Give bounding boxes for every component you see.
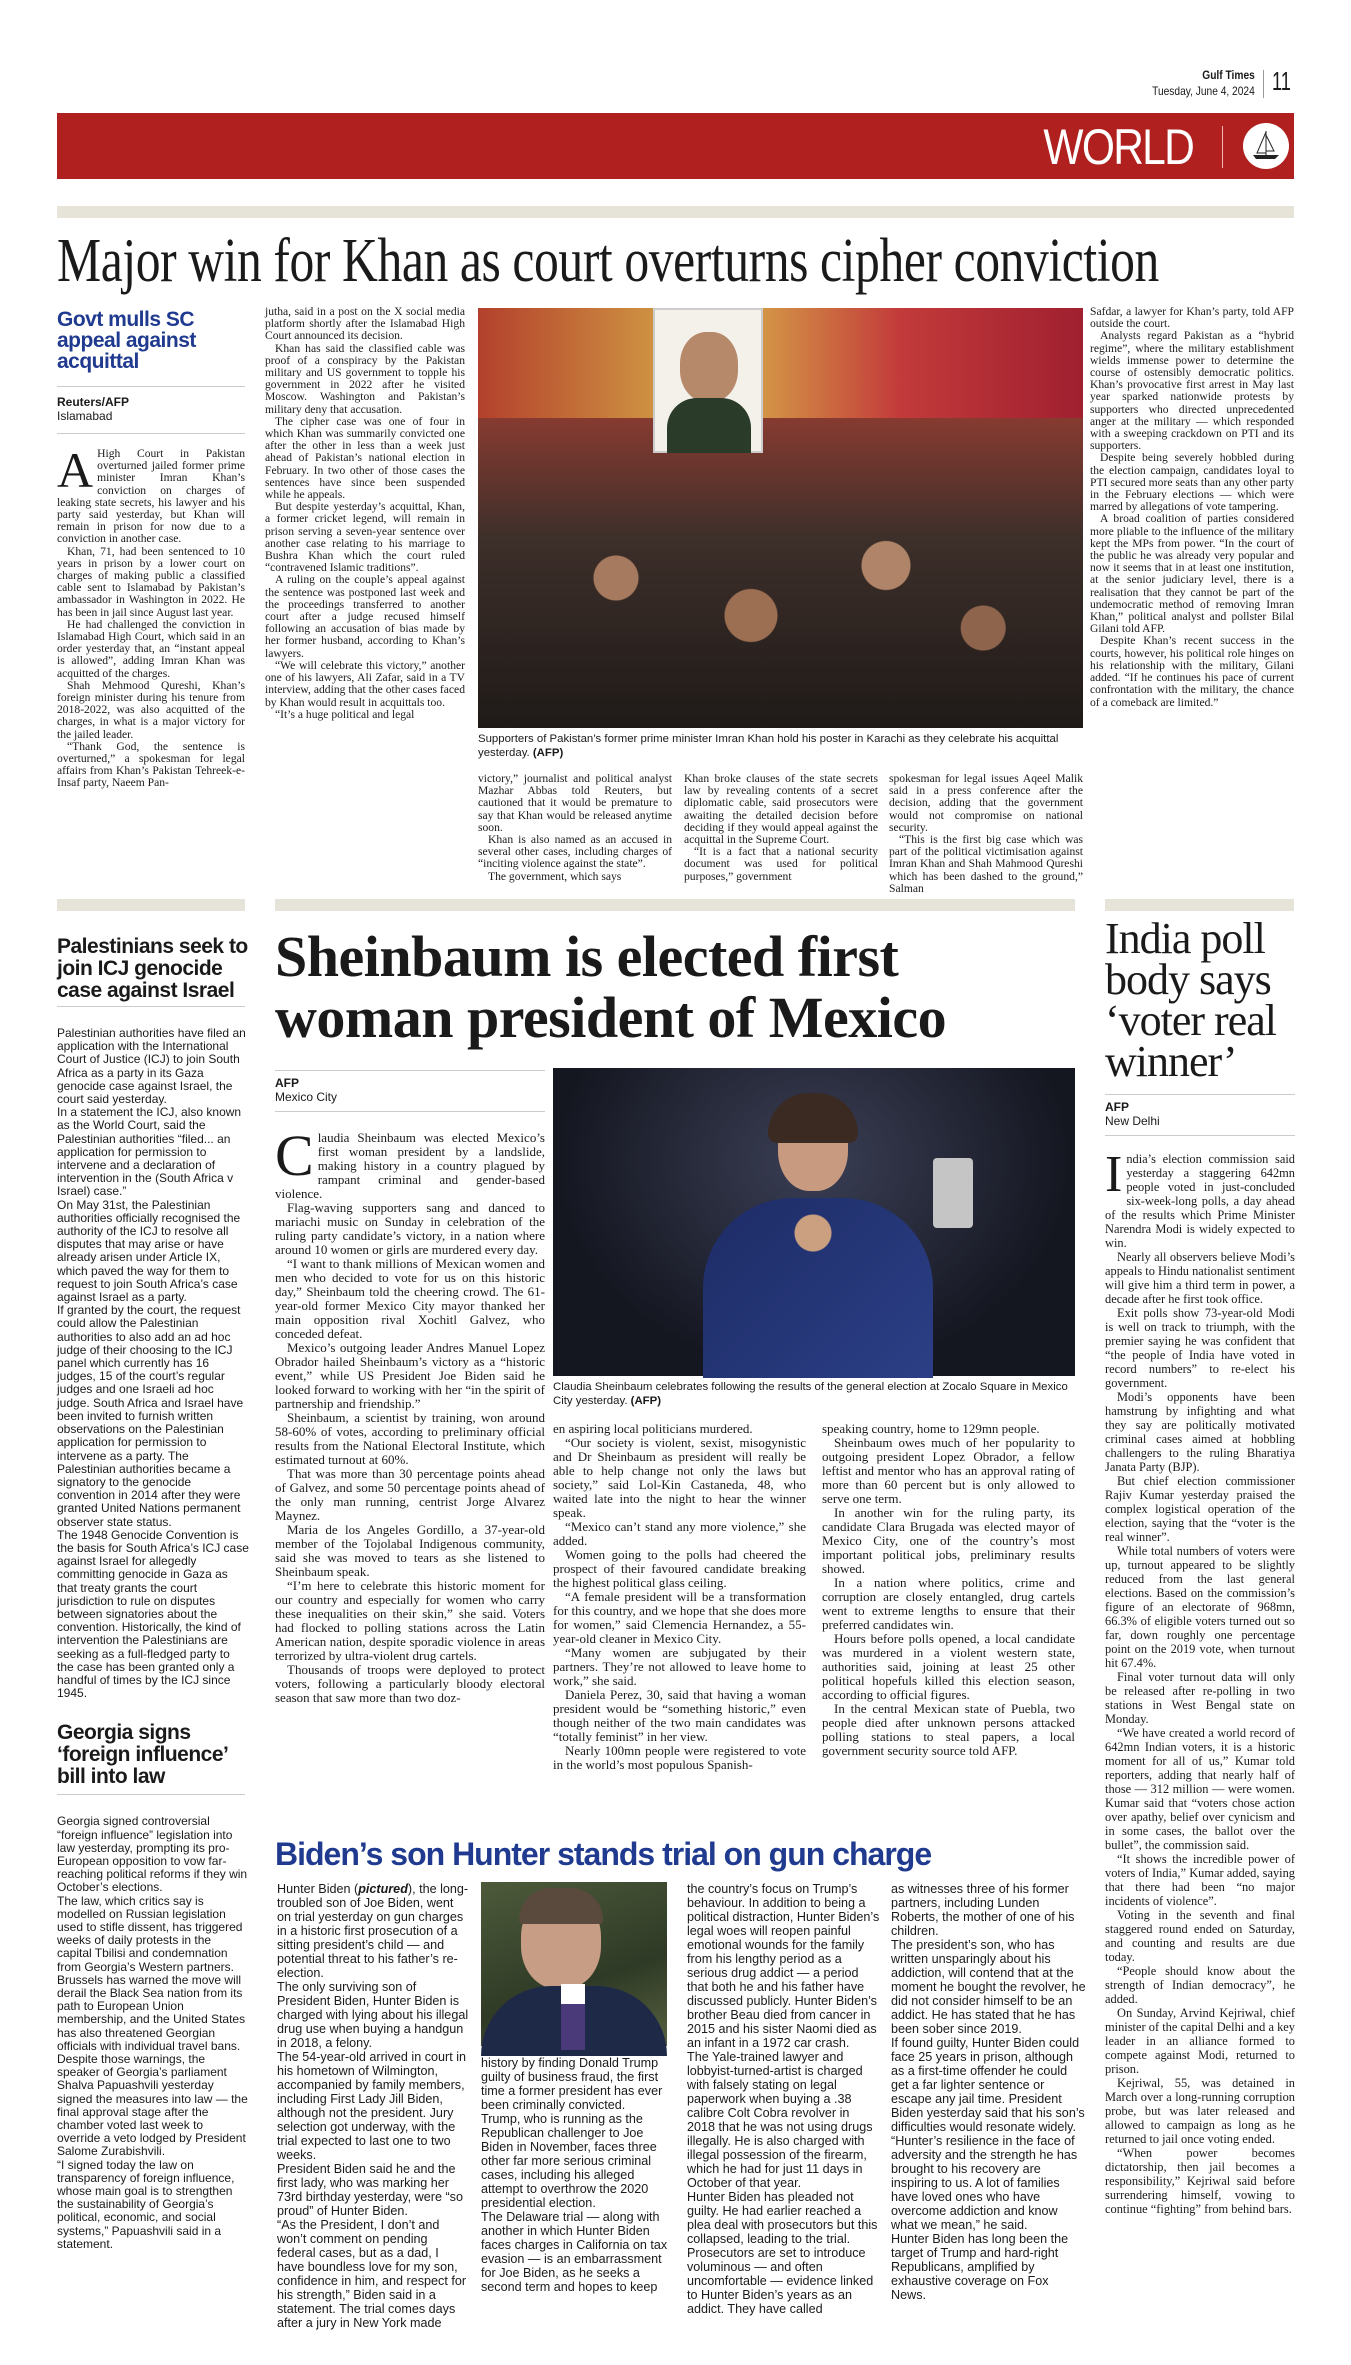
paragraph: jutha, said in a post on the X social media platform shortly after the Islamabad High Court announced its decision.	[265, 305, 465, 343]
khan-column-2	[265, 306, 465, 886]
divider	[275, 1070, 545, 1071]
paragraph: In another win for the ruling party, its candidate Clara Brugada was elected mayor of Mexico City, one of the country’s most important political jobs, preliminary results showed.	[822, 1505, 1075, 1576]
paragraph: “I signed today the law on transparency of foreign influence, whose main goal is to strengthen the sustainability of Georgia’s political, economic, and social systems,” Papuashvili said in a statement.	[57, 2157, 235, 2251]
photo-credit: (AFP)	[532, 747, 564, 759]
paragraph: Despite those warnings, the speaker of Georgia’s parliament Shalva Papuashvili yesterday signed the measures into law — the final approval stage after the chamber voted last week to override a veto lodged by President Salome Zurabishvili.	[57, 2052, 248, 2159]
paragraph: Modi’s opponents have been hamstrung by infighting and what they say are politically motivated criminal cases aimed at hobbling challengers to the ruling Bharatiya Janata Party (BJP).	[1105, 1390, 1295, 1474]
divider	[1222, 126, 1223, 168]
paragraph: In a nation where politics, crime and corruption are closely entangled, drug cartels went to extreme lengths to ensure that their preferred candidates win.	[822, 1575, 1075, 1632]
drop-cap: I	[1105, 1146, 1123, 1203]
divider	[57, 1794, 245, 1795]
lead-text: ), the long-troubled son of Joe Biden, went on trial yesterday on gun charges in a historic first prosecution of a sitting president’s child — and potential threat to his father’s re-election.	[277, 1882, 469, 1980]
left-sidebar	[57, 936, 249, 2336]
byline-location: Islamabad	[57, 409, 113, 423]
divider	[275, 1111, 545, 1112]
paragraph: Despite being severely hobbled during the election campaign, candidates loyal to PTI secured more seats than any other party in the February elections — which were marred by allegations of vote tampering.	[1090, 451, 1294, 514]
khan-supporters-photo	[478, 308, 1083, 728]
lead-emphasis: pictured	[358, 1882, 408, 1896]
sheinbaum-photo-caption	[553, 1380, 1075, 1408]
khan-photo-caption	[478, 732, 1083, 760]
headline-georgia: Georgia signs ‘foreign influence’ bill into law	[57, 1721, 228, 1789]
paragraph: “It’s a huge political and legal	[275, 707, 415, 721]
khan-column-3	[478, 773, 672, 888]
paragraph: the country’s focus on Trump’s behaviour. In addition to being a political distraction, Hunter Biden’s legal woes will reopen painful emotional wounds for the family from his lengthy period as a serious drug addict — a period that both he and his father have discussed publicly. Hunter Biden’s brother Beau died from cancer in 2015 and his sister Naomi died as an infant in a 1972 car crash.	[687, 1882, 880, 2050]
paragraph: victory,” journalist and political analyst Mazhar Abbas told Reuters, but cautioned that it would be premature to say that Khan would be released anytime soon.	[478, 772, 672, 834]
sheinbaum-photo	[553, 1068, 1075, 1376]
mexico-column-3	[822, 1422, 1075, 1828]
paragraph: The Yale-trained lawyer and lobbyist-turned-artist is charged with falsely stating on legal paperwork when buying a .38 calibre Colt Cobra revolver in 2018 that he was not using drugs illegally. He is also charged with illegal possession of the firearm, which he had for just 11 days in October of that year.	[687, 2050, 873, 2190]
paragraph: The only surviving son of President Biden, Hunter Biden is charged with lying about his illegal drug use when buying a handgun in 2018, a felony.	[277, 1980, 469, 2050]
paragraph: “I want to thank millions of Mexican women and men who decided to vote for us on this historic day,” Sheinbaum told the cheering crowd. The 61-year-old former Mexico City mayor thanked her main opposition rival Xochitl Galvez, who conceded defeat.	[275, 1256, 545, 1341]
paragraph: “It shows the incredible power of voters of India,” Kumar added, saying that there had been “no major incidents of violence”.	[1105, 1852, 1295, 1908]
paragraph: “Our society is violent, sexist, misogynistic and Dr Sheinbaum as president will really be able to help change not only the laws but society,” said Lol-Kin Castaneda, 48, who waited late into the night to hear the winner speak.	[553, 1435, 806, 1520]
paragraph: Sheinbaum, a scientist by training, won around 58-60% of votes, according to preliminary official results from the National Electoral Institute, which estimated turnout at 60%.	[275, 1410, 545, 1467]
hunter-column-1	[277, 1882, 469, 2330]
lead-text: Hunter Biden (	[277, 1882, 359, 1896]
paragraph: “Many women are subjugated by their partners. They’re not allowed to leave home to work,” she said.	[553, 1645, 806, 1688]
hunter-column-3	[687, 1882, 880, 2316]
paragraph: speaking country, home to 129mn people.	[822, 1421, 1040, 1436]
paragraph: “A female president will be a transformation for this country, and we hope that she does more for women,” said Clemencia Hernandez, a 55-year-old cleaner in Mexico City.	[553, 1589, 806, 1646]
hunter-column-2	[481, 2056, 671, 2306]
issue-date: Tuesday, June 4, 2024	[1152, 84, 1255, 98]
drop-cap: A	[57, 442, 94, 498]
mexico-column-1	[275, 1123, 545, 1830]
divider	[57, 433, 245, 434]
paragraph: He had challenged the conviction in Islamabad High Court, which said in an order yesterday that, an “instant appeal is allowed”, adding Imran Khan was acquitted of the charges.	[57, 617, 245, 680]
paragraph: The 1948 Genocide Convention is the basis for South Africa’s ICJ case against Israel for allegedly committing genocide in Gaza as that treaty grants the court jurisdiction to rule on disputes between signatories about the convention. Historically, the kind of intervention the Palestinians are seeking as a full-fledged party to the case has been granted only a handful of times by the ICJ since 1945.	[57, 1527, 249, 1701]
paragraph: “We have created a world record of 642mn Indian voters, it is a historic moment for all of us,” Kumar told reporters, adding that nearly half of those — 312 million — were women. Kumar said that “voters chose action over apathy, belief over cynicism and in some cases, the ballot over the bullet”, the commission said.	[1105, 1726, 1295, 1852]
paragraph: Analysts regard Pakistan as a “hybrid regime”, where the military establishment wields immense power to determine the course of ostensibly democratic politics. Khan’s provocative first arrest in May last year sparked nationwide protests by supporters who directed unprecedented anger at the military — which responded with a sweeping crackdown on PTI and its supporters.	[1090, 329, 1294, 453]
divider	[1105, 1135, 1295, 1136]
headline-khan: Major win for Khan as court overturns cipher conviction	[57, 227, 1159, 295]
headline-palestinians: Palestinians seek to join ICJ genocide case against Israel	[57, 935, 248, 1002]
caption-text: Supporters of Pakistan’s former prime minister Imran Khan hold his poster in Karachi as they celebrate his acquittal yesterday.	[478, 733, 1059, 759]
paragraph: Mexico’s outgoing leader Andres Manuel Lopez Obrador hailed Sheinbaum’s victory as a “historic event,” while US President Joe Biden said he looked forward to working with her “in the spirit of partnership and friendship.”	[275, 1340, 545, 1411]
dhow-ship-icon	[1243, 123, 1289, 169]
india-block	[1105, 914, 1295, 2274]
section-rule	[57, 206, 1294, 218]
paragraph: The law, which critics say is modelled on Russian legislation used to stifle dissent, has triggered weeks of daily protests in the capital Tbilisi and condemnation from Georgia’s Western partners. Brussels has warned the move will derail the Black Sea nation from its path to European Union membership, and the United States has also threatened Georgian officials with individual travel bans.	[57, 1893, 246, 2053]
hunter-biden-photo	[481, 1882, 667, 2046]
paragraph: “People should know about the strength of Indian democracy”, he added.	[1105, 1964, 1295, 2006]
section-title: WORLD	[1043, 119, 1193, 175]
divider	[1263, 70, 1264, 98]
paragraph: en aspiring local politicians murdered.	[553, 1421, 753, 1436]
section-rule	[1105, 899, 1294, 911]
paragraph: Palestinian authorities have filed an application with the International Court of Justice (ICJ) to join South Africa as a party in its Gaza genocide case against Israel, the court said yesterday.	[57, 1026, 246, 1107]
paragraph: On May 31st, the Palestinian authorities officially recognised the authority of the ICJ to resolve all disputes that may arise or have already arisen under Article IX, which paved the way for them to request to join South Africa’s case against Israel as a party.	[57, 1197, 241, 1305]
byline-source: AFP	[275, 1076, 299, 1090]
caption-text: Claudia Sheinbaum celebrates following the results of the general election at Zocalo Square in Mexico City yesterday.	[553, 1381, 1068, 1407]
headline-mexico: Sheinbaum is elected first woman president of Mexico	[275, 924, 947, 1050]
paragraph: Flag-waving supporters sang and danced to mariachi music on Sunday in celebration of the ruling party candidate’s victory, in a nation where around 10 women or girls are murdered every day.	[275, 1200, 545, 1257]
paragraph: “This is the first big case which was part of the political victimisation against Imran Khan and Shah Mahmood Qureshi which has been dashed to the ground,” Salman	[889, 833, 1083, 895]
page-number: 11	[1272, 66, 1291, 96]
paragraph: Shah Mehmood Qureshi, Khan’s foreign minister during his tenure from 2018-2022, was also acquitted of the charges, in what is a major victory for the jailed leader.	[57, 678, 245, 741]
mexico-column-2	[553, 1422, 806, 1828]
headline-hunter: Biden’s son Hunter stands trial on gun charge	[275, 1836, 932, 1872]
paragraph: Daniela Perez, 30, said that having a woman president would be “something historic,” even though neither of the two main candidates was “totally feminist” in her view.	[553, 1687, 806, 1744]
paragraph: Safdar, a lawyer for Khan’s party, told AFP outside the court.	[1090, 305, 1294, 331]
paragraph: “Mexico can’t stand any more violence,” she added.	[553, 1519, 806, 1548]
paragraph: That was more than 30 percentage points ahead of Galvez, and some 50 percentage points ahead of the only man running, centrist Jorge Alvarez Maynez.	[275, 1466, 545, 1523]
paragraph: Nearly 100mn people were registered to vote in the world’s most populous Spanish-	[553, 1743, 806, 1772]
paragraph: The president’s son, who has written unsparingly about his addiction, will contend that at the moment he bought the revolver, he did not consider himself to be an addict. He has stated that he has been sober since 2019.	[891, 1938, 1086, 2036]
palestinians-body	[57, 1027, 249, 1700]
paragraph: Khan, 71, had been sentenced to 10 years in prison by a lower court on charges of making public a classified cable sent to Islamabad by Pakistan’s ambassador in Washington in 2022. He has been in jail since August last year.	[57, 544, 245, 619]
paragraph: ndia’s election commission said yesterday a staggering 642mn people voted in just-concluded six-week-long polls, a day ahead of the results which Prime Minister Narendra Modi is widely expected to win.	[1105, 1152, 1295, 1250]
paragraph: Khan has said the classified cable was proof of a conspiracy by the Pakistan military and US government to topple his government in 2022 after he visited Moscow. Washington and Pakistan’s military deny that accusation.	[265, 341, 465, 416]
photo-credit: (AFP)	[630, 1395, 662, 1407]
paragraph: High Court in Pakistan overturned jailed former prime minister Imran Khan’s conviction on charges of leaking state secrets, his lawyer and his party said yesterday, but Khan will remain in prison for now due to a conviction in another case.	[57, 447, 245, 546]
paragraph: Exit polls show 73-year-old Modi is well on track to triumph, with the premier saying he was confident that “the people of India have voted in record numbers” to re-elect his government.	[1105, 1306, 1295, 1390]
divider	[57, 1006, 245, 1007]
paragraph: Trump, who is running as the Republican challenger to Joe Biden in November, faces three other far more serious criminal cases, including his alleged attempt to overthrow the 2020 presidential election.	[481, 2112, 657, 2210]
paragraph: A ruling on the couple’s appeal against the sentence was postponed last week and the proceedings transferred to another court after a judge recused himself following an accusation of bias made by her former husband, according to Khan’s lawyers.	[265, 573, 465, 660]
georgia-body	[57, 1815, 249, 2251]
paragraph: Voting in the seventh and final staggered round ended on Saturday, and counting and results are due today.	[1105, 1908, 1295, 1964]
section-rule	[57, 899, 245, 911]
paragraph: The government, which says	[488, 869, 622, 883]
paragraph: “I’m here to celebrate this historic moment for our country and especially for women who carry these inequalities on their skin,” she said. Voters had flocked to polling stations across the Latin American nation, despite sporadic violence in areas terrorized by ultra-violent drug cartels.	[275, 1578, 545, 1663]
paragraph: Kejriwal, 55, was detained in March over a long-running corruption probe, but was later released and allowed to campaign as long as he returned to jail once voting ended.	[1105, 2076, 1295, 2146]
paragraph: But chief election commissioner Rajiv Kumar yesterday praised the complex logistical operation of the election, saying that the “voter is the real winner”.	[1105, 1474, 1295, 1544]
khan-column-5	[889, 772, 1083, 895]
paragraph: President Biden said he and the first lady, who was marking her 73rd birthday yesterday, were “so proud” of Hunter Biden.	[277, 2162, 463, 2218]
paragraph: Final voter turnout data will only be released after re-polling in two stations in West Bengal state on Monday.	[1105, 1670, 1295, 1726]
paragraph: Hunter Biden has pleaded not guilty. He had earlier reached a plea deal with prosecutors but this collapsed, leading to the trial. Prosecutors are set to introduce voluminous — and often uncomfortable — evidence linked to Hunter Biden’s years as an addict. They have called	[687, 2190, 878, 2316]
headline-india: India poll body says ‘voter real winner’	[1105, 914, 1276, 1086]
paragraph: Women going to the polls had cheered the prospect of their favoured candidate breaking the highest political glass ceiling.	[553, 1547, 806, 1590]
byline-source: Reuters/AFP	[57, 395, 130, 409]
paragraph: The cipher case was one of four in which Khan was summarily convicted one after the other in less than a week just ahead of Pakistan’s national election in February. In two other of those cases the sentences have since been suspended while he appeals.	[265, 414, 465, 502]
paragraph: Despite Khan’s recent success in the courts, however, his political role hinges on his relationship with the military, Gilani added. “If he continues his pace of current confrontation with the military, the chance of a comeback are limited.”	[1090, 634, 1294, 709]
paragraph: While total numbers of voters were up, turnout appeared to be slightly reduced from the last general elections. Based on the commission’s figure of an electorate of 968mn, 66.3% of eligible voters turned out so far, down roughly one percentage point on the 2019 vote, when turnout hit 67.4%.	[1105, 1544, 1295, 1670]
paragraph: history by finding Donald Trump guilty of business fraud, the first time a former president has ever been criminally convicted.	[481, 2056, 663, 2112]
paragraph: If found guilty, Hunter Biden could face 25 years in prison, although as a first-time offender he could get a far lighter sentence or escape any jail time. President Biden yesterday said that his son’s difficulties would resonate widely.	[891, 2036, 1085, 2134]
paragraph: “We will celebrate this victory,” another one of his lawyers, Ali Zafar, said in a TV interview, adding that the other cases faced by Khan would result in acquittals too.	[265, 658, 465, 709]
byline-location: Mexico City	[275, 1090, 338, 1104]
paragraph: laudia Sheinbaum was elected Mexico’s first woman president by a landslide, making history in a country plagued by rampant criminal and gender-based violence.	[275, 1130, 545, 1201]
india-byline	[1105, 1094, 1295, 1152]
divider	[1105, 1094, 1295, 1095]
paragraph: Georgia signed controversial “foreign influence” legislation into law yesterday, prompting its pro-European opposition to vow far-reaching political reforms if they win October’s elections.	[57, 1814, 248, 1895]
paragraph: Thousands of troops were deployed to protect voters, following a particularly bloody electoral season that saw more than two doz-	[275, 1662, 545, 1705]
paragraph: But despite yesterday’s acquittal, Khan, a former cricket legend, will remain in prison serving a seven-year sentence over another case relating to his marriage to Bushra Khan which the court ruled “contravened Islamic traditions”.	[265, 500, 465, 575]
paragraph: Hunter Biden has long been the target of Trump and hard-right Republicans, amplified by exhaustive coverage on Fox News.	[891, 2232, 1069, 2302]
byline-location: New Delhi	[1105, 1114, 1160, 1128]
paragraph: “When power becomes dictatorship, then jail becomes a responsibility,” Kejriwal said before surrendering himself, vowing to continue “fighting” from behind bars.	[1105, 2146, 1295, 2216]
paragraph: A broad coalition of parties considered more pliable to the influence of the military kept the MPs from power. “In the court of the public he was already very popular and now it seems that in at least one institution, at the senior judiciary level, there is a realisation that they cannot be part of the undemocratic method of removing Imran Khan,” political analyst and pollster Bilal Gilani told AFP.	[1090, 512, 1294, 636]
drop-cap: C	[275, 1123, 314, 1188]
paragraph: “Hunter’s resilience in the face of adversity and the strength he has brought to his recovery are inspiring to us. A lot of families have loved ones who have overcome addiction and know what we mean,” he said.	[891, 2134, 1078, 2232]
paragraph: “As the President, I don’t and won’t comment on pending federal cases, but as a dad, I have boundless love for my son, confidence in him, and respect for his strength,” Biden said in a statement. The trial comes days after a jury in New York made	[277, 2218, 467, 2330]
paragraph: In the central Mexican state of Puebla, two people died after unknown persons attacked polling stations to steal papers, a local government security source told AFP.	[822, 1701, 1075, 1758]
paragraph: “Thank God, the sentence is overturned,” a spokesman for legal affairs from Khan’s Pakistan Tehreek-e-Insaf party, Naeem Pan-	[57, 739, 245, 790]
khan-column-6	[1090, 306, 1294, 886]
khan-column-1	[57, 442, 245, 887]
paragraph: Hours before polls opened, a local candidate was murdered in a violent western state, authorities said, joining at least 25 other political hopefuls killed this election season, according to official figures.	[822, 1631, 1075, 1702]
paragraph: Sheinbaum owes much of her popularity to outgoing president Lopez Obrador, a fellow leftist and mentor who has an approval rating of more than 60 percent but is only allowed to serve one term.	[822, 1435, 1075, 1506]
khan-column-1-block	[57, 309, 245, 887]
paragraph: Khan broke clauses of the state secrets law by revealing contents of a secret diplomatic cable, said prosecutors were awaiting the detailed decision before deciding if they would appeal against the acquittal in the Supreme Court.	[684, 772, 878, 847]
divider	[57, 386, 245, 387]
paragraph: Nearly all observers believe Modi’s appeals to Hindu nationalist sentiment will give him a third term in power, a decade after he first took office.	[1105, 1250, 1295, 1306]
paragraph: as witnesses three of his former partners, including Lunden Roberts, the mother of one of his children.	[891, 1882, 1075, 1938]
paragraph: “It is a fact that a national security document was used for political purposes,” government	[684, 845, 878, 883]
paragraph: Maria de los Angeles Gordillo, a 37-year-old member of the Tojolabal Indigenous community, said she was moved to tears as she listened to Sheinbaum speak.	[275, 1522, 545, 1579]
byline-source: AFP	[1105, 1100, 1129, 1114]
section-rule	[275, 899, 1075, 911]
paragraph: If granted by the court, the request could allow the Palestinian authorities to also add an ad hoc judge of their choosing to the ICJ panel which currently has 16 judges, 15 of the court’s regular judges and one Israeli ad hoc judge. South Africa and Israel have been invited to furnish written observations on the Palestinian application for permission to intervene as a party. The Palestinian authorities became a signatory to the genocide convention in 2014 after they were granted United Nations permanent observer state status.	[57, 1303, 244, 1529]
india-body	[1105, 1146, 1295, 2274]
paragraph: The 54-year-old arrived in court in his hometown of Wilmington, accompanied by family members, including First Lady Jill Biden, although not the president. Jury selection got underway, with the trial expected to last one to two weeks.	[277, 2050, 466, 2162]
lead-paragraph	[277, 1882, 469, 1980]
hunter-column-4	[891, 1882, 1086, 2306]
newspaper-name: Gulf Times	[1202, 68, 1255, 82]
paragraph: On Sunday, Arvind Kejriwal, chief minister of the capital Delhi and a key leader in an alliance formed to compete against Modi, returned to prison.	[1105, 2006, 1295, 2076]
paragraph: spokesman for legal issues Aqeel Malik said in a press conference after the decision, adding that the government would not compromise on national security.	[889, 772, 1083, 834]
khan-column-4	[684, 773, 878, 888]
subheadline: Govt mulls SC appeal against acquittal	[57, 308, 196, 373]
paragraph: In a statement the ICJ, also known as the World Court, said the Palestinian authorities “filed... an application for permission to intervene and a declaration of intervention in the (South Africa v Israel) case.”	[57, 1105, 242, 1199]
paragraph: Khan is also named as an accused in several other cases, including charges of “inciting violence against the state”.	[478, 833, 672, 871]
mexico-byline	[275, 1070, 545, 1131]
paragraph: The Delaware trial — along with another in which Hunter Biden faces charges in California on tax evasion — is an embarrassment for Joe Biden, as he seeks a second term and hopes to keep	[481, 2210, 668, 2294]
